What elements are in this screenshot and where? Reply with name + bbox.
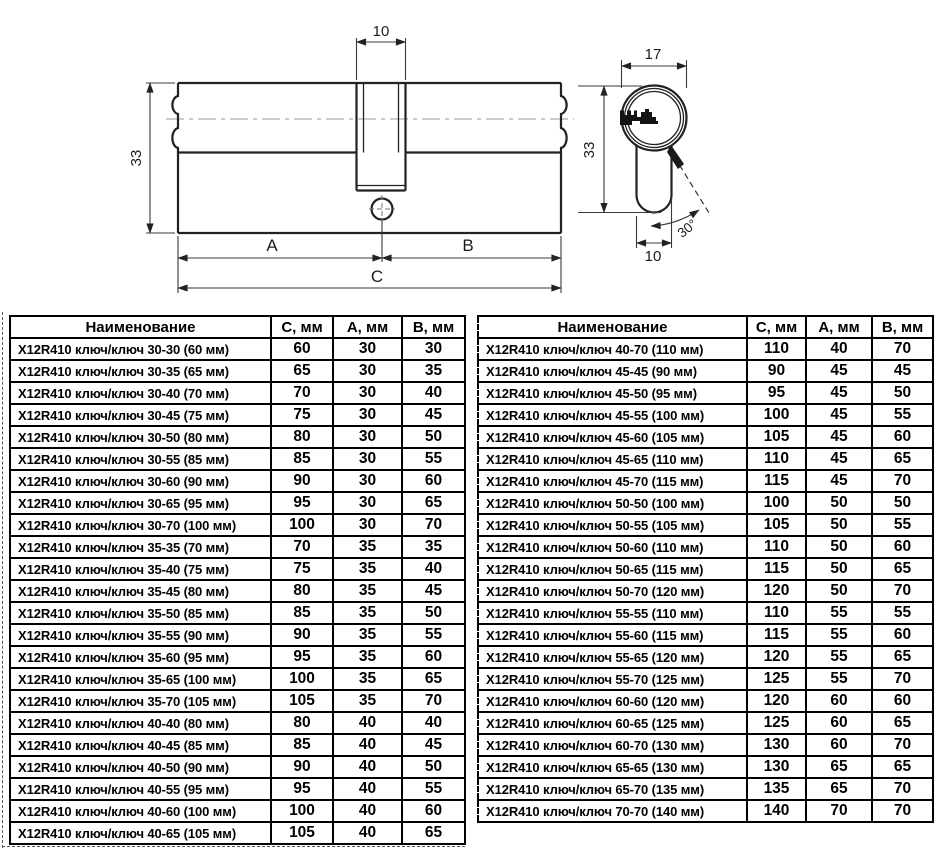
product-name-cell: X12R410 ключ/ключ 40-50 (90 мм) <box>10 756 271 778</box>
header-b: В, мм <box>402 316 465 338</box>
dimension-value-cell: 30 <box>333 360 402 382</box>
dimension-value-cell: 40 <box>402 558 465 580</box>
dimension-value-cell: 65 <box>872 756 933 778</box>
header-a: А, мм <box>806 316 872 338</box>
dimension-value-cell: 60 <box>806 734 872 756</box>
dimension-value-cell: 40 <box>402 712 465 734</box>
product-name-cell: X12R410 ключ/ключ 50-55 (105 мм) <box>478 514 747 536</box>
product-name-cell: X12R410 ключ/ключ 40-60 (100 мм) <box>10 800 271 822</box>
dimension-value-cell: 45 <box>806 448 872 470</box>
cylinder-side-view-drawing <box>128 23 574 293</box>
dimension-value-cell: 50 <box>402 756 465 778</box>
dimension-value-cell: 90 <box>271 624 333 646</box>
table-row <box>10 470 465 492</box>
dimension-value-cell: 105 <box>271 822 333 844</box>
dimension-value-cell: 30 <box>333 426 402 448</box>
product-name-cell: X12R410 ключ/ключ 40-45 (85 мм) <box>10 734 271 756</box>
dimension-value-cell: 65 <box>402 492 465 514</box>
dim-label-a: A <box>266 236 278 255</box>
dimension-value-cell: 140 <box>747 800 806 822</box>
dimension-value-cell: 120 <box>747 580 806 602</box>
dimension-value-cell: 75 <box>271 558 333 580</box>
dimension-value-cell: 90 <box>271 756 333 778</box>
product-name-cell: X12R410 ключ/ключ 55-65 (120 мм) <box>478 646 747 668</box>
table-row <box>10 712 465 734</box>
product-name-cell: X12R410 ключ/ключ 30-40 (70 мм) <box>10 382 271 404</box>
dimension-value-cell: 55 <box>806 602 872 624</box>
dimension-value-cell: 70 <box>872 668 933 690</box>
dimension-value-cell: 30 <box>333 492 402 514</box>
dimension-value-cell: 35 <box>333 580 402 602</box>
dimension-value-cell: 100 <box>747 492 806 514</box>
dimension-value-cell: 55 <box>402 778 465 800</box>
header-b: В, мм <box>872 316 933 338</box>
dimension-value-cell: 115 <box>747 470 806 492</box>
product-name-cell: X12R410 ключ/ключ 45-55 (100 мм) <box>478 404 747 426</box>
dimension-value-cell: 45 <box>872 360 933 382</box>
table-row <box>10 646 465 668</box>
product-name-cell: X12R410 ключ/ключ 45-65 (110 мм) <box>478 448 747 470</box>
table-row <box>10 338 465 360</box>
product-name-cell: X12R410 ключ/ключ 50-50 (100 мм) <box>478 492 747 514</box>
dimension-value-cell: 115 <box>747 624 806 646</box>
dimension-value-cell: 45 <box>806 404 872 426</box>
dim-label-tail-width: 10 <box>644 248 662 265</box>
dimension-value-cell: 100 <box>271 800 333 822</box>
dimension-value-cell: 105 <box>271 690 333 712</box>
dimension-value-cell: 35 <box>333 536 402 558</box>
product-name-cell: X12R410 ключ/ключ 50-65 (115 мм) <box>478 558 747 580</box>
dimension-value-cell: 35 <box>333 624 402 646</box>
product-name-cell: X12R410 ключ/ключ 60-65 (125 мм) <box>478 712 747 734</box>
dimension-value-cell: 30 <box>333 404 402 426</box>
dimension-value-cell: 85 <box>271 734 333 756</box>
dim-label-b: B <box>462 236 474 255</box>
dimension-value-cell: 55 <box>402 448 465 470</box>
table-row <box>10 448 465 470</box>
dimension-value-cell: 90 <box>747 360 806 382</box>
dimension-value-cell: 45 <box>806 470 872 492</box>
dimension-value-cell: 35 <box>333 646 402 668</box>
dimension-value-cell: 55 <box>806 624 872 646</box>
dimension-value-cell: 65 <box>402 822 465 844</box>
product-name-cell: X12R410 ключ/ключ 35-60 (95 мм) <box>10 646 271 668</box>
dimension-value-cell: 45 <box>806 426 872 448</box>
dimension-value-cell: 65 <box>872 558 933 580</box>
table-row <box>10 558 465 580</box>
dimension-value-cell: 40 <box>333 756 402 778</box>
dimension-value-cell: 70 <box>271 382 333 404</box>
product-name-cell: X12R410 ключ/ключ 55-55 (110 мм) <box>478 602 747 624</box>
dimension-value-cell: 130 <box>747 756 806 778</box>
table-row <box>478 756 933 778</box>
dimension-value-cell: 45 <box>806 382 872 404</box>
dimension-value-cell: 105 <box>747 514 806 536</box>
dimension-value-cell: 60 <box>402 800 465 822</box>
header-name: Наименование <box>10 316 271 338</box>
product-name-cell: X12R410 ключ/ключ 30-65 (95 мм) <box>10 492 271 514</box>
dimension-value-cell: 50 <box>806 536 872 558</box>
dimension-value-cell: 50 <box>806 558 872 580</box>
dimension-value-cell: 125 <box>747 668 806 690</box>
technical-drawing-area <box>0 0 946 312</box>
product-name-cell: X12R410 ключ/ключ 50-70 (120 мм) <box>478 580 747 602</box>
dimension-value-cell: 100 <box>747 404 806 426</box>
product-name-cell: X12R410 ключ/ключ 45-70 (115 мм) <box>478 470 747 492</box>
product-name-cell: X12R410 ключ/ключ 60-70 (130 мм) <box>478 734 747 756</box>
product-name-cell: X12R410 ключ/ключ 30-50 (80 мм) <box>10 426 271 448</box>
dimension-value-cell: 35 <box>333 668 402 690</box>
dimension-value-cell: 30 <box>333 382 402 404</box>
dimension-value-cell: 40 <box>333 712 402 734</box>
dimension-value-cell: 110 <box>747 338 806 360</box>
table-row <box>10 360 465 382</box>
table-row <box>10 756 465 778</box>
dim-label-side-height: 33 <box>128 149 145 167</box>
dimension-value-cell: 70 <box>872 734 933 756</box>
dimension-value-cell: 35 <box>333 558 402 580</box>
dimension-value-cell: 40 <box>806 338 872 360</box>
table-row <box>10 822 465 844</box>
dimension-value-cell: 65 <box>271 360 333 382</box>
header-c: С, мм <box>271 316 333 338</box>
table-row <box>478 426 933 448</box>
table-row <box>10 602 465 624</box>
dimension-value-cell: 85 <box>271 602 333 624</box>
table-row <box>478 734 933 756</box>
dimension-value-cell: 50 <box>402 426 465 448</box>
dimension-value-cell: 60 <box>872 536 933 558</box>
header-c: С, мм <box>747 316 806 338</box>
dimension-value-cell: 70 <box>271 536 333 558</box>
product-name-cell: X12R410 ключ/ключ 30-35 (65 мм) <box>10 360 271 382</box>
product-name-cell: X12R410 ключ/ключ 45-50 (95 мм) <box>478 382 747 404</box>
table-row <box>478 558 933 580</box>
header-a: А, мм <box>333 316 402 338</box>
dimension-value-cell: 100 <box>271 668 333 690</box>
dimension-value-cell: 110 <box>747 602 806 624</box>
dimension-value-cell: 85 <box>271 448 333 470</box>
dimension-value-cell: 110 <box>747 536 806 558</box>
table-row <box>478 646 933 668</box>
table-row <box>10 492 465 514</box>
table-row <box>478 624 933 646</box>
table-row <box>478 470 933 492</box>
product-name-cell: X12R410 ключ/ключ 35-55 (90 мм) <box>10 624 271 646</box>
product-name-cell: X12R410 ключ/ключ 30-70 (100 мм) <box>10 514 271 536</box>
product-name-cell: X12R410 ключ/ключ 55-60 (115 мм) <box>478 624 747 646</box>
dimension-value-cell: 70 <box>872 470 933 492</box>
dimension-value-cell: 70 <box>872 778 933 800</box>
table-row <box>478 382 933 404</box>
product-name-cell: X12R410 ключ/ключ 40-55 (95 мм) <box>10 778 271 800</box>
dimension-value-cell: 30 <box>333 514 402 536</box>
product-name-cell: X12R410 ключ/ключ 65-65 (130 мм) <box>478 756 747 778</box>
dimension-value-cell: 30 <box>333 338 402 360</box>
cylinder-end-view-drawing <box>578 46 709 265</box>
dimension-value-cell: 70 <box>872 338 933 360</box>
dimension-value-cell: 55 <box>806 668 872 690</box>
dimension-value-cell: 35 <box>333 690 402 712</box>
dimension-value-cell: 50 <box>806 492 872 514</box>
dimension-value-cell: 110 <box>747 448 806 470</box>
dimension-value-cell: 60 <box>402 646 465 668</box>
dimension-value-cell: 100 <box>271 514 333 536</box>
dimension-value-cell: 45 <box>402 580 465 602</box>
size-table-left <box>9 315 466 845</box>
table-row <box>10 668 465 690</box>
rotated-cam-wedge <box>667 145 684 169</box>
dimension-value-cell: 80 <box>271 580 333 602</box>
dimension-value-cell: 50 <box>806 580 872 602</box>
dimension-value-cell: 80 <box>271 712 333 734</box>
dimension-value-cell: 65 <box>872 448 933 470</box>
dim-label-c: C <box>370 267 384 286</box>
table-row <box>478 338 933 360</box>
dimension-value-cell: 130 <box>747 734 806 756</box>
dimension-value-cell: 65 <box>806 756 872 778</box>
product-name-cell: X12R410 ключ/ключ 30-45 (75 мм) <box>10 404 271 426</box>
table-row <box>10 514 465 536</box>
dimension-value-cell: 135 <box>747 778 806 800</box>
dimension-value-cell: 40 <box>333 822 402 844</box>
dimension-value-cell: 60 <box>872 624 933 646</box>
dimension-value-cell: 40 <box>333 800 402 822</box>
dimension-value-cell: 45 <box>806 360 872 382</box>
dimension-value-cell: 75 <box>271 404 333 426</box>
dimension-value-cell: 70 <box>402 690 465 712</box>
dimension-value-cell: 35 <box>333 602 402 624</box>
product-name-cell: X12R410 ключ/ключ 40-40 (80 мм) <box>10 712 271 734</box>
dimension-value-cell: 60 <box>402 470 465 492</box>
dimension-value-cell: 60 <box>872 426 933 448</box>
table-row <box>10 734 465 756</box>
table-row <box>10 800 465 822</box>
header-name: Наименование <box>478 316 747 338</box>
product-name-cell: X12R410 ключ/ключ 45-45 (90 мм) <box>478 360 747 382</box>
table-row <box>478 602 933 624</box>
table-row <box>478 800 933 822</box>
table-row <box>478 448 933 470</box>
dimension-value-cell: 65 <box>872 646 933 668</box>
dimension-value-cell: 55 <box>872 514 933 536</box>
dimension-value-cell: 55 <box>402 624 465 646</box>
dim-label-end-height: 33 <box>581 141 598 159</box>
cylinder-drawings-svg <box>0 0 946 312</box>
dimension-value-cell: 95 <box>271 778 333 800</box>
table-row <box>478 580 933 602</box>
dim-label-angle: 30° <box>674 216 700 241</box>
product-name-cell: X12R410 ключ/ключ 35-50 (85 мм) <box>10 602 271 624</box>
dimension-value-cell: 80 <box>271 426 333 448</box>
table-row <box>478 690 933 712</box>
table-row <box>478 404 933 426</box>
dimension-value-cell: 40 <box>333 734 402 756</box>
table-row <box>10 624 465 646</box>
product-name-cell: X12R410 ключ/ключ 50-60 (110 мм) <box>478 536 747 558</box>
dim-label-end-width: 17 <box>644 46 662 63</box>
product-name-cell: X12R410 ключ/ключ 70-70 (140 мм) <box>478 800 747 822</box>
table-row <box>10 690 465 712</box>
product-name-cell: X12R410 ключ/ключ 35-35 (70 мм) <box>10 536 271 558</box>
dimension-value-cell: 125 <box>747 712 806 734</box>
table-row <box>478 712 933 734</box>
dimension-value-cell: 60 <box>271 338 333 360</box>
table-header-row <box>10 316 465 338</box>
dimension-value-cell: 115 <box>747 558 806 580</box>
product-name-cell: X12R410 ключ/ключ 35-65 (100 мм) <box>10 668 271 690</box>
dimension-value-cell: 70 <box>872 800 933 822</box>
dimension-value-cell: 45 <box>402 404 465 426</box>
dimension-value-cell: 50 <box>806 514 872 536</box>
page-boundary-dash-left <box>2 312 3 848</box>
product-name-cell: X12R410 ключ/ключ 40-65 (105 мм) <box>10 822 271 844</box>
table-header-row <box>478 316 933 338</box>
product-name-cell: X12R410 ключ/ключ 30-60 (90 мм) <box>10 470 271 492</box>
table-row <box>478 492 933 514</box>
product-name-cell: X12R410 ключ/ключ 65-70 (135 мм) <box>478 778 747 800</box>
dim-label-cam-width: 10 <box>372 23 390 40</box>
dimension-value-cell: 40 <box>402 382 465 404</box>
dimension-value-cell: 105 <box>747 426 806 448</box>
dimension-value-cell: 40 <box>333 778 402 800</box>
dimension-value-cell: 60 <box>806 712 872 734</box>
dimension-value-cell: 95 <box>271 492 333 514</box>
product-name-cell: X12R410 ключ/ключ 35-70 (105 мм) <box>10 690 271 712</box>
dimension-value-cell: 30 <box>333 448 402 470</box>
dimension-value-cell: 65 <box>872 712 933 734</box>
table-row <box>478 778 933 800</box>
dimension-value-cell: 55 <box>872 404 933 426</box>
dimension-value-cell: 120 <box>747 646 806 668</box>
dimension-value-cell: 60 <box>806 690 872 712</box>
dimension-value-cell: 70 <box>402 514 465 536</box>
table-row <box>478 360 933 382</box>
table-row <box>10 778 465 800</box>
dimension-value-cell: 50 <box>872 492 933 514</box>
dimension-value-cell: 95 <box>747 382 806 404</box>
product-name-cell: X12R410 ключ/ключ 30-30 (60 мм) <box>10 338 271 360</box>
dimension-value-cell: 35 <box>402 360 465 382</box>
product-name-cell: X12R410 ключ/ключ 55-70 (125 мм) <box>478 668 747 690</box>
product-name-cell: X12R410 ключ/ключ 45-60 (105 мм) <box>478 426 747 448</box>
dimension-value-cell: 30 <box>402 338 465 360</box>
table-row <box>10 404 465 426</box>
size-table-right <box>477 315 934 823</box>
table-row <box>10 536 465 558</box>
dimension-value-cell: 55 <box>806 646 872 668</box>
table-row <box>10 580 465 602</box>
dimension-value-cell: 95 <box>271 646 333 668</box>
dimension-value-cell: 45 <box>402 734 465 756</box>
dimension-value-cell: 60 <box>872 690 933 712</box>
table-row <box>10 426 465 448</box>
dimension-value-cell: 35 <box>402 536 465 558</box>
dimension-value-cell: 50 <box>872 382 933 404</box>
dimension-value-cell: 30 <box>333 470 402 492</box>
table-row <box>478 514 933 536</box>
table-row <box>478 536 933 558</box>
table-row <box>478 668 933 690</box>
dimension-value-cell: 70 <box>806 800 872 822</box>
dimension-value-cell: 90 <box>271 470 333 492</box>
dimension-value-cell: 65 <box>806 778 872 800</box>
dimension-value-cell: 50 <box>402 602 465 624</box>
product-name-cell: X12R410 ключ/ключ 60-60 (120 мм) <box>478 690 747 712</box>
product-name-cell: X12R410 ключ/ключ 40-70 (110 мм) <box>478 338 747 360</box>
table-row <box>10 382 465 404</box>
dimension-value-cell: 120 <box>747 690 806 712</box>
product-name-cell: X12R410 ключ/ключ 30-55 (85 мм) <box>10 448 271 470</box>
dimension-value-cell: 65 <box>402 668 465 690</box>
product-name-cell: X12R410 ключ/ключ 35-45 (80 мм) <box>10 580 271 602</box>
dimension-value-cell: 55 <box>872 602 933 624</box>
product-name-cell: X12R410 ключ/ключ 35-40 (75 мм) <box>10 558 271 580</box>
page-boundary-dash-bottom <box>2 846 465 847</box>
dimension-value-cell: 70 <box>872 580 933 602</box>
